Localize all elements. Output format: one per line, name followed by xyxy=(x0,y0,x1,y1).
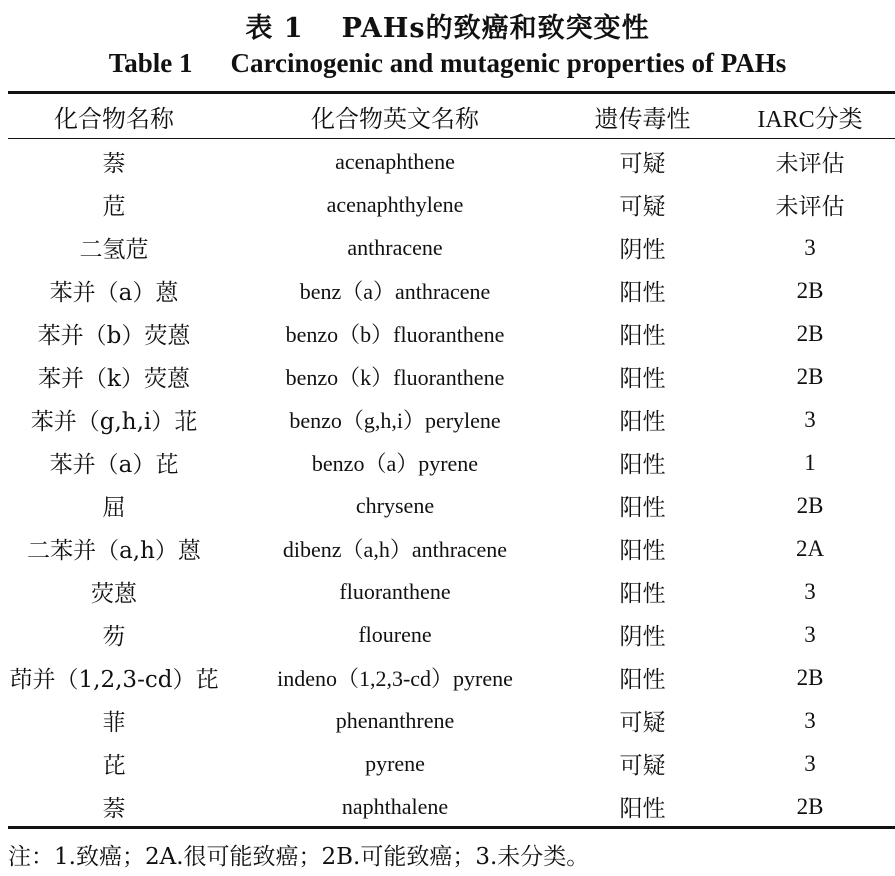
compound-name-cn-cell: 芴 xyxy=(102,624,126,650)
compound-name-en-cell: benzo（a）pyrene xyxy=(311,451,479,476)
genotoxicity-cell: 可疑 xyxy=(619,194,666,220)
table-row xyxy=(8,570,895,613)
iarc-class-cell: 1 xyxy=(804,449,816,475)
iarc-class-cell: 2B xyxy=(796,793,824,819)
header-iarc-class: IARC分类 xyxy=(757,106,863,133)
iarc-class-cell: 3 xyxy=(804,234,816,260)
table-row xyxy=(8,269,895,312)
compound-name-cn-cell: 二苯并（a,h）蒽 xyxy=(27,538,201,564)
table-row xyxy=(8,140,895,183)
compound-name-en-cell: dibenz（a,h）anthracene xyxy=(282,537,508,562)
table-row xyxy=(8,527,895,570)
table-title-en-text: Carcinogenic and mutagenic properties of PAHs xyxy=(230,48,787,78)
compound-name-en-cell: benz（a）anthracene xyxy=(299,279,491,304)
table-header xyxy=(8,96,895,136)
table-title-cn xyxy=(0,6,895,45)
compound-name-en-cell: chrysene xyxy=(355,492,435,518)
genotoxicity-cell: 可疑 xyxy=(619,151,666,177)
genotoxicity-cell: 阳性 xyxy=(619,280,666,306)
table-row xyxy=(8,226,895,269)
compound-name-en-cell: naphthalene xyxy=(341,793,449,819)
genotoxicity-cell: 阳性 xyxy=(619,409,666,435)
compound-name-en-cell: acenaphthene xyxy=(335,148,455,174)
compound-name-en-cell: anthracene xyxy=(347,234,443,260)
table-row xyxy=(8,312,895,355)
iarc-class-cell: 3 xyxy=(804,578,816,604)
compound-name-en-cell: fluoranthene xyxy=(339,578,451,604)
table-body xyxy=(0,140,895,824)
compound-name-cn-cell: 荧蒽 xyxy=(91,581,137,607)
compound-name-cn-cell: 苯并（g,h,i）苝 xyxy=(30,409,198,435)
genotoxicity-cell: 可疑 xyxy=(619,753,666,779)
compound-name-cn-cell: 菲 xyxy=(102,710,126,736)
compound-name-cn-cell: 芘 xyxy=(102,753,126,779)
header-compound-name-en: 化合物英文名称 xyxy=(311,104,479,133)
compound-name-en-cell: benzo（g,h,i）perylene xyxy=(289,408,501,433)
table-row xyxy=(8,656,895,699)
table-row xyxy=(8,785,895,828)
iarc-class-cell: 3 xyxy=(804,750,816,776)
genotoxicity-cell: 阴性 xyxy=(619,237,666,263)
genotoxicity-cell: 可疑 xyxy=(619,710,666,736)
iarc-class-cell: 未评估 xyxy=(775,151,845,176)
table-row xyxy=(8,441,895,484)
compound-name-cn-cell: 茚并（1,2,3-cd）芘 xyxy=(9,667,219,693)
genotoxicity-cell: 阳性 xyxy=(619,366,666,392)
table-number-cn: 表 1 xyxy=(245,13,304,44)
table-number-en: Table 1 xyxy=(108,48,193,78)
compound-name-en-cell: indeno（1,2,3-cd）pyrene xyxy=(277,666,513,691)
genotoxicity-cell: 阳性 xyxy=(619,667,666,693)
table-header-rule xyxy=(8,138,895,139)
genotoxicity-cell: 阳性 xyxy=(619,538,666,564)
genotoxicity-cell: 阳性 xyxy=(619,323,666,349)
table-title-cn-text: PAHs的致癌和致突变性 xyxy=(341,13,650,44)
compound-name-cn-cell: 苯并（a）芘 xyxy=(49,452,179,478)
iarc-class-cell: 2B xyxy=(796,492,824,518)
compound-name-en-cell: benzo（b）fluoranthene xyxy=(285,322,505,347)
table-row xyxy=(8,742,895,785)
compound-name-cn-cell: 二氢苊 xyxy=(79,237,149,263)
genotoxicity-cell: 阳性 xyxy=(619,495,666,521)
compound-name-cn-cell: 苯并（b）荧蒽 xyxy=(37,323,191,349)
genotoxicity-cell: 阳性 xyxy=(619,796,666,822)
table-bottom-rule xyxy=(8,826,895,829)
table-row xyxy=(8,398,895,441)
compound-name-en-cell: phenanthrene xyxy=(335,707,455,733)
table-row xyxy=(8,183,895,226)
iarc-class-cell: 2B xyxy=(796,277,824,303)
compound-name-cn-cell: 萘 xyxy=(102,151,126,177)
genotoxicity-cell: 阳性 xyxy=(619,452,666,478)
iarc-class-cell: 2B xyxy=(796,664,824,690)
header-genotoxicity: 遗传毒性 xyxy=(594,104,691,133)
compound-name-en-cell: benzo（k）fluoranthene xyxy=(285,365,505,390)
compound-name-cn-cell: 苯并（k）荧蒽 xyxy=(38,366,190,392)
iarc-class-cell: 2B xyxy=(796,363,824,389)
iarc-class-cell: 2B xyxy=(796,320,824,346)
compound-name-en-cell: acenaphthylene xyxy=(326,191,464,217)
iarc-class-cell: 2A xyxy=(795,535,825,561)
iarc-class-cell: 3 xyxy=(804,406,816,432)
table-footnote: 注：1.致癌；2A.很可能致癌；2B.可能致癌；3.未分类。 xyxy=(8,844,590,870)
genotoxicity-cell: 阴性 xyxy=(619,624,666,650)
table-row xyxy=(8,355,895,398)
table-title-en xyxy=(0,48,895,79)
iarc-class-cell: 未评估 xyxy=(775,194,845,219)
genotoxicity-cell: 阳性 xyxy=(619,581,666,607)
compound-name-cn-cell: 屈 xyxy=(102,495,126,521)
iarc-class-cell: 3 xyxy=(804,707,816,733)
compound-name-cn-cell: 苯并（a）蒽 xyxy=(49,280,179,306)
compound-name-cn-cell: 苊 xyxy=(102,194,126,220)
table-top-rule xyxy=(8,91,895,94)
iarc-class-cell: 3 xyxy=(804,621,816,647)
table-row xyxy=(8,699,895,742)
table-row xyxy=(8,484,895,527)
compound-name-en-cell: flourene xyxy=(358,621,432,647)
table-row xyxy=(8,613,895,656)
header-compound-name-cn: 化合物名称 xyxy=(54,104,174,133)
compound-name-en-cell: pyrene xyxy=(365,750,425,776)
compound-name-cn-cell: 萘 xyxy=(102,796,126,822)
